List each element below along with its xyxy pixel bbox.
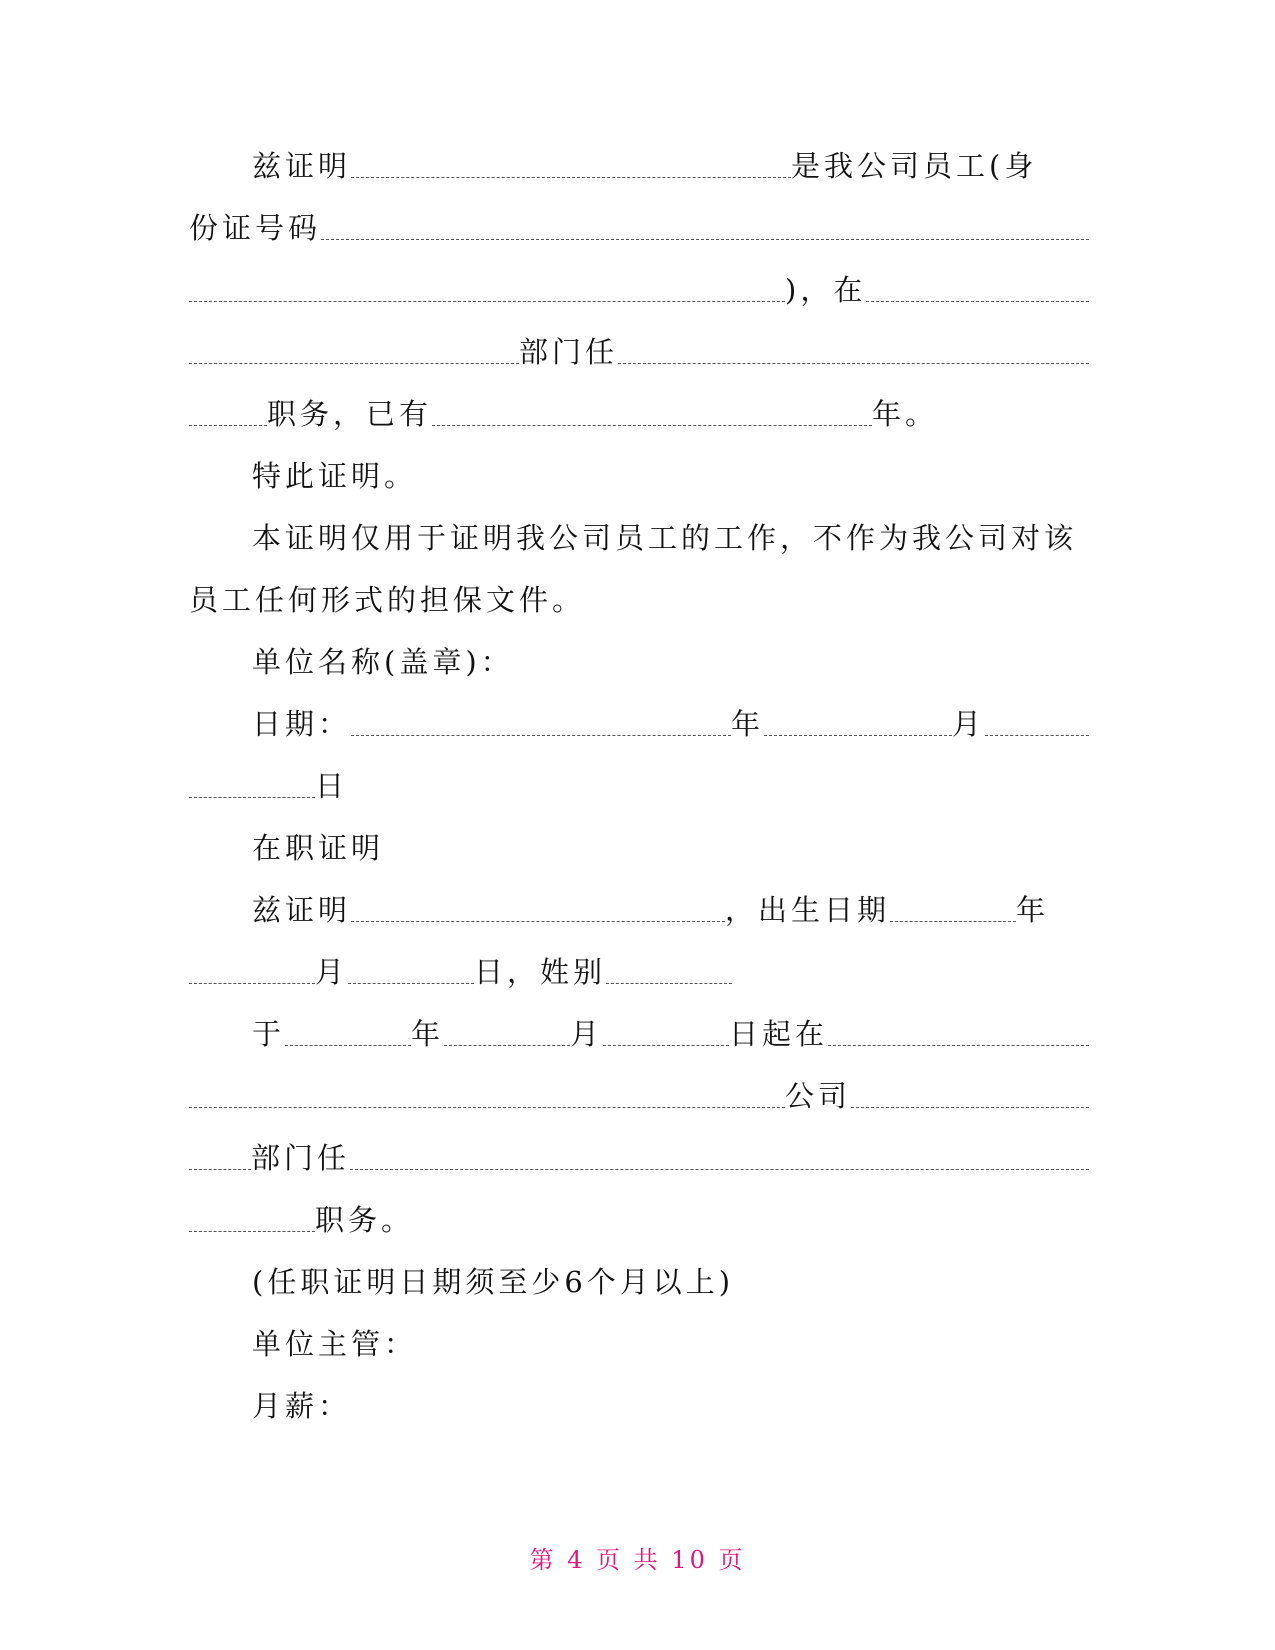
blank-position[interactable] (618, 353, 1089, 364)
blank-start-year[interactable] (285, 1035, 411, 1046)
para1-line3 (189, 268, 1089, 312)
text: 职务。 (315, 1203, 415, 1237)
blank-birth-month[interactable] (189, 973, 315, 984)
blank-department-cont[interactable] (189, 353, 519, 364)
para2-line4 (189, 1074, 1089, 1118)
text: 兹证明 (252, 149, 352, 183)
para1-line1 (252, 144, 1089, 188)
para2-line3 (252, 1012, 1089, 1056)
text: 部门任 (519, 335, 619, 369)
text: 日，姓别 (474, 955, 607, 989)
blank-years[interactable] (432, 415, 872, 426)
para2-line2 (189, 950, 1089, 994)
text: 年 (1016, 893, 1050, 927)
blank-date-day[interactable] (985, 725, 1089, 736)
text: 公司 (785, 1079, 852, 1113)
text: 年 (411, 1017, 445, 1051)
para2-line1 (252, 888, 1089, 932)
blank-date-year[interactable] (351, 725, 731, 736)
text: 年 (731, 707, 765, 741)
text: 本证明仅用于证明我公司员工的工作，不作为我公司对该 (252, 521, 1078, 555)
text: ，出生日期 (725, 893, 891, 927)
text: 是我公司员工(身 (791, 149, 1038, 183)
text: (任职证明日期须至少6个月以上) (252, 1265, 735, 1299)
blank-name-2[interactable] (351, 911, 725, 922)
text: 月 (952, 707, 986, 741)
text: 特此证明。 (252, 459, 418, 493)
text: 月薪： (252, 1389, 352, 1423)
blank-name[interactable] (351, 167, 791, 178)
note-line2 (189, 578, 1089, 622)
blank-department-2[interactable] (851, 1097, 1089, 1108)
text: 职务，已有 (267, 397, 433, 431)
text: 月 (570, 1017, 604, 1051)
text: 单位名称(盖章)： (252, 645, 514, 679)
text: 日期： (252, 707, 352, 741)
blank-position-cont[interactable] (189, 415, 267, 426)
text: 在职证明 (252, 831, 385, 865)
text: 兹证明 (252, 893, 352, 927)
blank-start-month[interactable] (444, 1035, 570, 1046)
unit-name-line (252, 640, 1089, 684)
text: 年。 (872, 397, 939, 431)
blank-position-2[interactable] (350, 1159, 1089, 1170)
para1-line5 (189, 392, 1089, 436)
blank-company[interactable] (828, 1035, 1089, 1046)
blank-birth-year[interactable] (890, 911, 1016, 922)
page-footer: 第 4 页 共 10 页 (529, 1546, 746, 1574)
blank-company-cont[interactable] (189, 1097, 785, 1108)
para1-line2 (189, 206, 1089, 250)
text: 日起在 (729, 1017, 829, 1051)
blank-department[interactable] (866, 291, 1089, 302)
para2-line6 (189, 1198, 1089, 1242)
blank-birth-day[interactable] (348, 973, 474, 984)
supervisor-line (252, 1322, 1089, 1366)
para1-line4 (189, 330, 1089, 374)
blank-id-number[interactable] (321, 229, 1089, 240)
date-line (252, 702, 1089, 746)
date-line2 (189, 764, 1089, 808)
salary-line (252, 1384, 1089, 1428)
blank-date-day-cont[interactable] (189, 787, 315, 798)
text: )，在 (785, 273, 867, 307)
blank-gender[interactable] (606, 973, 732, 984)
blank-date-month[interactable] (764, 725, 952, 736)
para2-line5 (189, 1136, 1089, 1180)
text: 单位主管： (252, 1327, 418, 1361)
text: 份证号码 (189, 211, 322, 245)
text: 日 (315, 769, 349, 803)
text: 于 (252, 1017, 286, 1051)
blank-start-day[interactable] (603, 1035, 729, 1046)
text: 员工任何形式的担保文件。 (189, 583, 586, 617)
blank-department-2-cont[interactable] (189, 1159, 251, 1170)
text: 月 (315, 955, 349, 989)
title-in-service-cert (252, 826, 1089, 870)
blank-position-2-cont[interactable] (189, 1221, 315, 1232)
blank-id-number-cont[interactable] (189, 291, 785, 302)
text: 部门任 (251, 1141, 351, 1175)
note-line1 (252, 516, 1089, 560)
tenure-note (252, 1260, 1089, 1304)
special-cert-line (252, 454, 1089, 498)
